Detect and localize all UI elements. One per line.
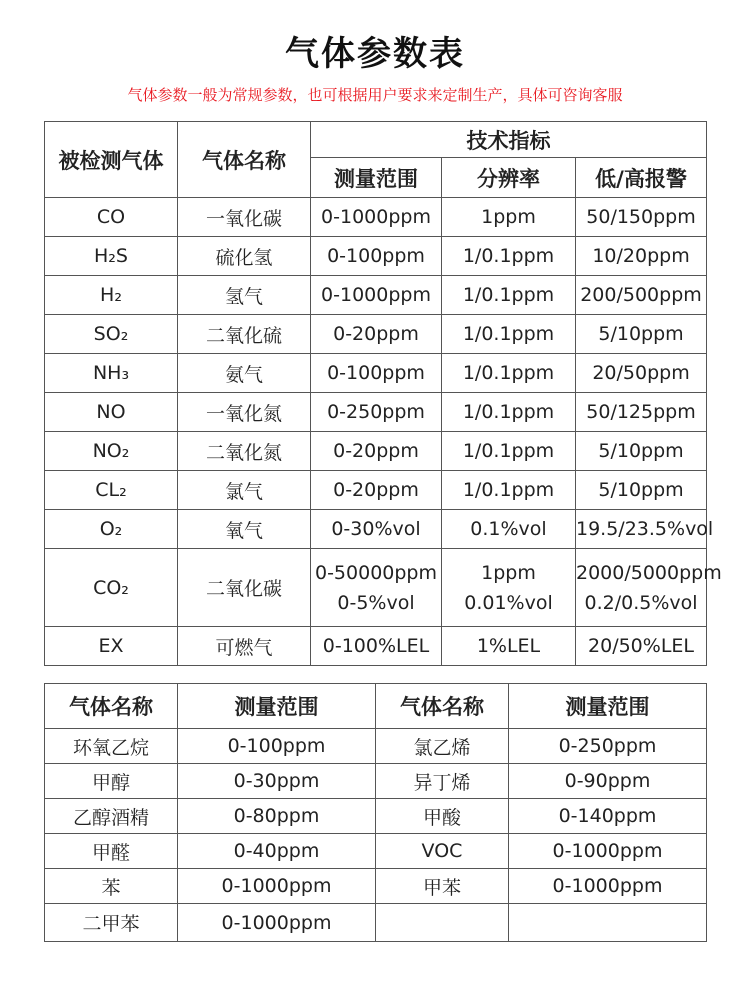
cell-range-a: 0-30ppm	[178, 764, 376, 799]
cell-name: 可燃气	[178, 627, 311, 666]
cell-name: 一氧化氮	[178, 393, 311, 432]
cell-alarm: 200/500ppm	[576, 276, 707, 315]
page-subtitle: 气体参数一般为常规参数，也可根据用户要求来定制生产，具体可咨询客服	[127, 86, 623, 104]
header-range: 测量范围	[311, 158, 442, 198]
table-row	[45, 237, 707, 276]
cell-alarm: 5/10ppm	[576, 471, 707, 510]
cell-resolution: 0.1%vol	[442, 510, 576, 549]
cell-resolution: 1/0.1ppm	[442, 432, 576, 471]
cell-resolution: 1ppm	[442, 198, 576, 237]
cell-name-b: VOC	[376, 834, 509, 869]
table-row	[45, 729, 707, 764]
cell-name-a: 甲醛	[45, 834, 178, 869]
header-range-a: 测量范围	[178, 684, 376, 729]
cell-alarm: 10/20ppm	[576, 237, 707, 276]
cell-name: 二氧化硫	[178, 315, 311, 354]
table-row	[45, 198, 707, 237]
cell-gas: H₂	[45, 276, 178, 315]
cell-alarm: 5/10ppm	[576, 315, 707, 354]
table-row	[45, 276, 707, 315]
cell-name-b	[376, 904, 509, 942]
table-row	[45, 354, 707, 393]
cell-range-a: 0-1000ppm	[178, 869, 376, 904]
cell-range-a: 0-80ppm	[178, 799, 376, 834]
cell-gas: NO	[45, 393, 178, 432]
cell-name: 氧气	[178, 510, 311, 549]
cell-gas: CO	[45, 198, 178, 237]
cell-range-a: 0-100ppm	[178, 729, 376, 764]
cell-range: 0-20ppm	[311, 432, 442, 471]
header-range-b: 测量范围	[509, 684, 707, 729]
cell-range: 0-50000ppm 0-5%vol	[311, 549, 442, 627]
cell-resolution: 1/0.1ppm	[442, 237, 576, 276]
table-row	[45, 393, 707, 432]
cell-range: 0-250ppm	[311, 393, 442, 432]
cell-range: 0-20ppm	[311, 471, 442, 510]
cell-resolution: 1/0.1ppm	[442, 276, 576, 315]
cell-range-a: 0-1000ppm	[178, 904, 376, 942]
table-row	[45, 764, 707, 799]
cell-range: 0-20ppm	[311, 315, 442, 354]
cell-range: 0-30%vol	[311, 510, 442, 549]
cell-name-a: 二甲苯	[45, 904, 178, 942]
table-row	[45, 471, 707, 510]
cell-name-a: 甲醇	[45, 764, 178, 799]
gas-parameter-table	[44, 121, 722, 666]
table-row-ex	[45, 627, 707, 666]
cell-name: 硫化氢	[178, 237, 311, 276]
cell-gas: CL₂	[45, 471, 178, 510]
cell-name-b: 异丁烯	[376, 764, 509, 799]
cell-name: 氢气	[178, 276, 311, 315]
cell-range-b: 0-140ppm	[509, 799, 707, 834]
header-tech-spec: 技术指标	[311, 122, 707, 158]
cell-resolution: 1/0.1ppm	[442, 354, 576, 393]
gas-range-table	[44, 683, 707, 942]
cell-gas: O₂	[45, 510, 178, 549]
cell-name: 氨气	[178, 354, 311, 393]
cell-name-a: 苯	[45, 869, 178, 904]
table-row	[45, 904, 707, 942]
cell-name-b: 甲酸	[376, 799, 509, 834]
cell-resolution: 1/0.1ppm	[442, 393, 576, 432]
table-row-co2	[45, 549, 707, 627]
cell-name-b: 氯乙烯	[376, 729, 509, 764]
cell-range: 0-100ppm	[311, 354, 442, 393]
cell-range-b: 0-1000ppm	[509, 834, 707, 869]
cell-alarm: 50/150ppm	[576, 198, 707, 237]
cell-name-b: 甲苯	[376, 869, 509, 904]
cell-alarm: 50/125ppm	[576, 393, 707, 432]
cell-range-a: 0-40ppm	[178, 834, 376, 869]
cell-gas: H₂S	[45, 237, 178, 276]
header-gas-name: 气体名称	[178, 122, 311, 198]
page-title: 气体参数表	[285, 34, 465, 74]
cell-name-a: 环氧乙烷	[45, 729, 178, 764]
cell-name: 一氧化碳	[178, 198, 311, 237]
cell-range-b: 0-250ppm	[509, 729, 707, 764]
cell-alarm: 2000/5000ppm 0.2/0.5%vol	[576, 549, 707, 627]
cell-range-b: 0-1000ppm	[509, 869, 707, 904]
table-row	[45, 432, 707, 471]
cell-alarm: 20/50ppm	[576, 354, 707, 393]
cell-range: 0-1000ppm	[311, 276, 442, 315]
table-row	[45, 834, 707, 869]
cell-name: 二氧化碳	[178, 549, 311, 627]
cell-range: 0-100%LEL	[311, 627, 442, 666]
cell-name: 氯气	[178, 471, 311, 510]
header-resolution: 分辨率	[442, 158, 576, 198]
cell-resolution: 1/0.1ppm	[442, 315, 576, 354]
cell-range: 0-1000ppm	[311, 198, 442, 237]
cell-gas: CO₂	[45, 549, 178, 627]
header-detected-gas: 被检测气体	[45, 122, 178, 198]
cell-range-b: 0-90ppm	[509, 764, 707, 799]
cell-name: 二氧化氮	[178, 432, 311, 471]
header-gas-name-a: 气体名称	[45, 684, 178, 729]
cell-gas: SO₂	[45, 315, 178, 354]
cell-alarm: 19.5/23.5%vol	[576, 510, 707, 549]
cell-resolution: 1ppm 0.01%vol	[442, 549, 576, 627]
table-row	[45, 799, 707, 834]
cell-name-a: 乙醇酒精	[45, 799, 178, 834]
table-row	[45, 869, 707, 904]
table-row	[45, 315, 707, 354]
header-gas-name-b: 气体名称	[376, 684, 509, 729]
cell-resolution: 1/0.1ppm	[442, 471, 576, 510]
cell-alarm: 5/10ppm	[576, 432, 707, 471]
cell-gas: NH₃	[45, 354, 178, 393]
cell-alarm: 20/50%LEL	[576, 627, 707, 666]
cell-range-b	[509, 904, 707, 942]
cell-gas: NO₂	[45, 432, 178, 471]
table-row	[45, 510, 707, 549]
cell-resolution: 1%LEL	[442, 627, 576, 666]
cell-gas: EX	[45, 627, 178, 666]
header-alarm: 低/高报警	[576, 158, 707, 198]
cell-range: 0-100ppm	[311, 237, 442, 276]
